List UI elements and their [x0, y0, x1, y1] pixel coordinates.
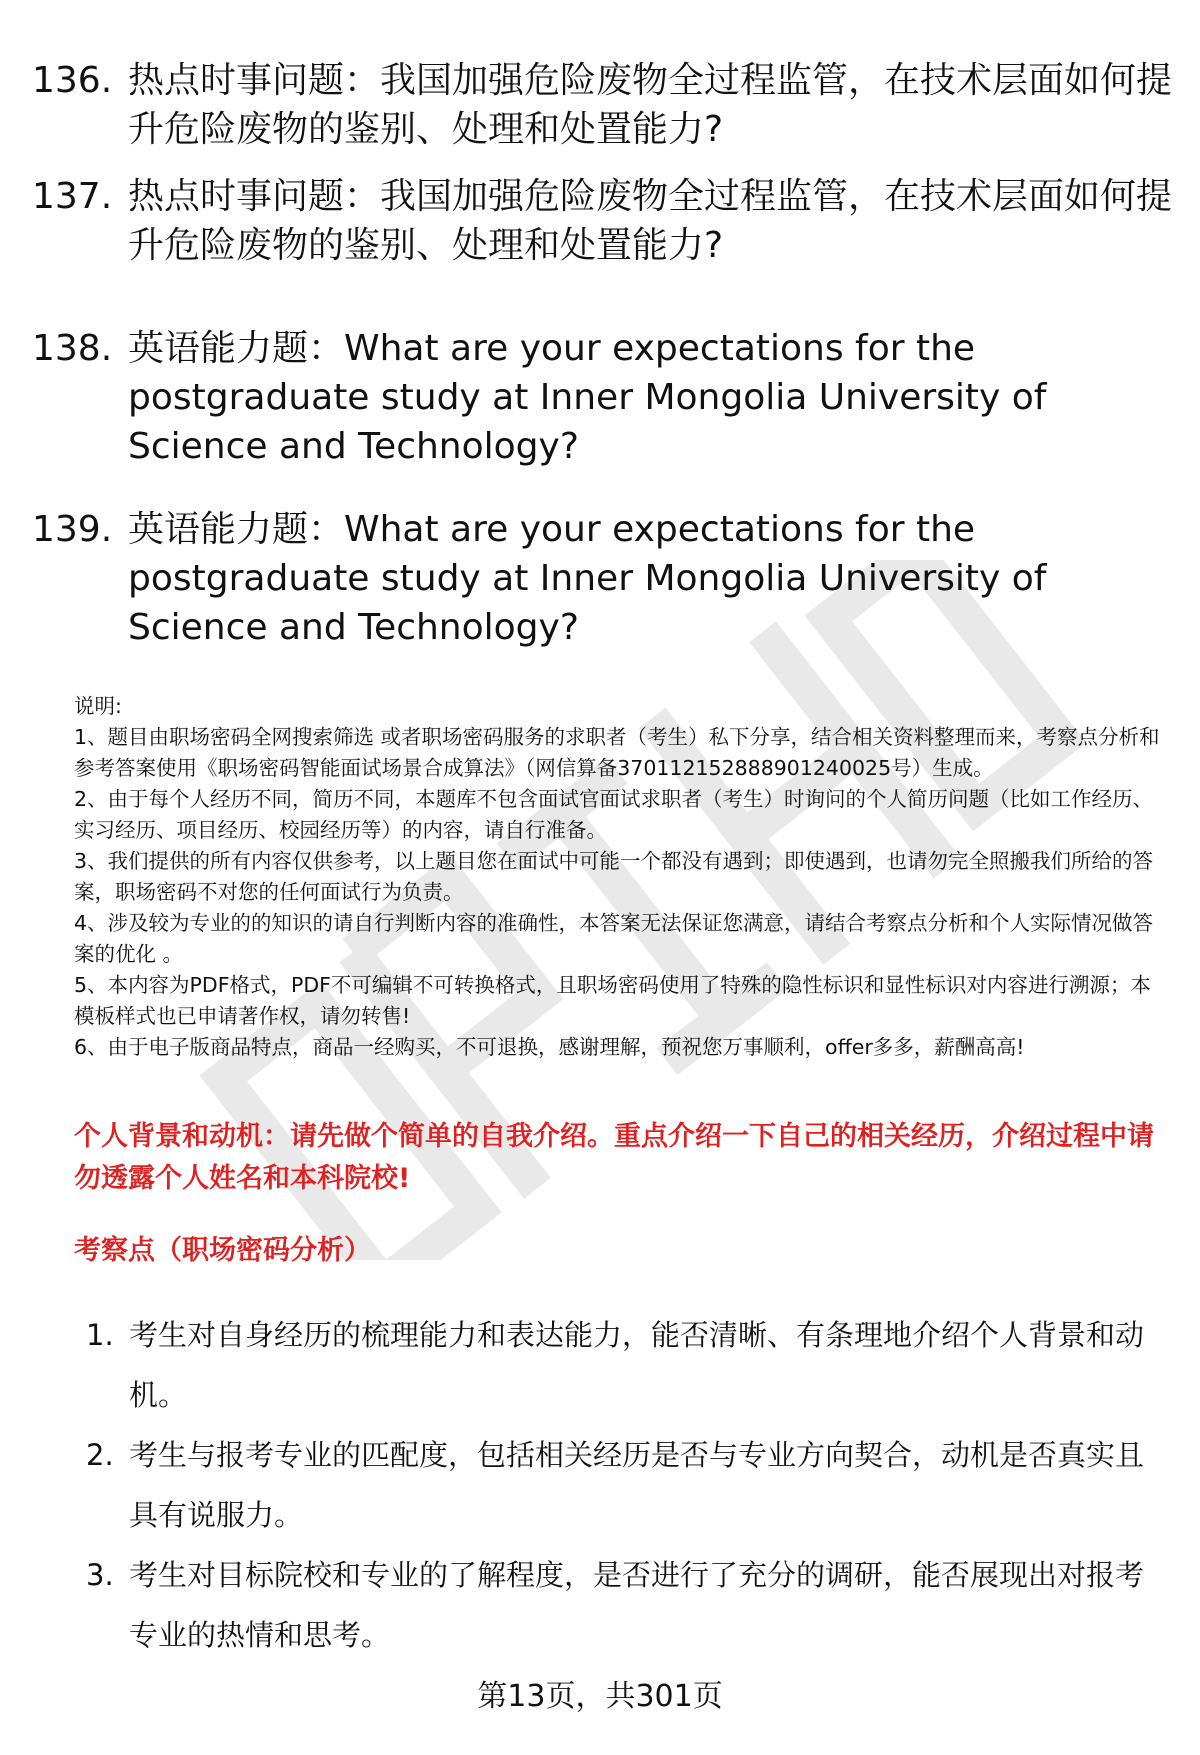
question-item	[32, 172, 1172, 270]
section-heading: 个人背景和动机：请先做个简单的自我介绍。重点介绍一下自己的相关经历，介绍过程中请勿透露个人姓名和本科院校!	[74, 1121, 1154, 1194]
question-item	[32, 505, 1172, 652]
point-number: 3.	[86, 1558, 114, 1592]
question-text: 热点时事问题：我国加强危险废物全过程监管，在技术层面如何提升危险废物的鉴别、处理和处置能力?	[128, 60, 1173, 150]
note-item: 1、题目由职场密码全网搜索筛选 或者职场密码服务的求职者（考生）私下分享，结合相关资料整理而来，考察点分析和参考答案使用《职场密码智能面试场景合成算法》（网信算备370112152888901240025号）生成。	[74, 725, 1160, 780]
question-number: 136.	[32, 60, 113, 101]
note-item: 3、我们提供的所有内容仅供参考，以上题目您在面试中可能一个都没有遇到；即使遇到，也请勿完全照搬我们所给的答案，职场密码不对您的任何面试行为负责。	[74, 849, 1154, 904]
point-text: 考生对目标院校和专业的了解程度，是否进行了充分的调研，能否展现出对报考专业的热情和思考。	[129, 1558, 1145, 1652]
question-text: 英语能力题：What are your expectations for the postgraduate study at Inner Mongolia University of Science and Technology?	[128, 328, 1047, 467]
question-item	[32, 324, 1172, 471]
point-text: 考生与报考专业的匹配度，包括相关经历是否与专业方向契合，动机是否真实且具有说服力。	[129, 1438, 1145, 1532]
note-item: 5、本内容为PDF格式，PDF不可编辑不可转换格式，且职场密码使用了特殊的隐性标识和显性标识对内容进行溯源；本模板样式也已申请著作权，请勿转售!	[74, 973, 1151, 1028]
question-number: 139.	[32, 509, 113, 550]
point-text: 考生对自身经历的梳理能力和表达能力，能否清晰、有条理地介绍个人背景和动机。	[129, 1318, 1145, 1412]
analysis-title: 考察点（职场密码分析）	[74, 1235, 371, 1266]
notes-title: 说明:	[74, 694, 122, 718]
question-text: 热点时事问题：我国加强危险废物全过程监管，在技术层面如何提升危险废物的鉴别、处理和处置能力?	[128, 176, 1173, 266]
question-number: 138.	[32, 328, 113, 369]
list-item	[74, 1305, 1164, 1425]
page-number: 第13页，共301页	[477, 1679, 723, 1714]
question-number: 137.	[32, 176, 113, 217]
note-item: 4、涉及较为专业的的知识的请自行判断内容的准确性，本答案无法保证您满意，请结合考察点分析和个人实际情况做答案的优化 。	[74, 911, 1154, 966]
question-text: 英语能力题：What are your expectations for the postgraduate study at Inner Mongolia University of Science and Technology?	[128, 509, 1047, 648]
note-item: 6、由于电子版商品特点，商品一经购买，不可退换，感谢理解，预祝您万事顺利，offer多多，薪酬高高!	[74, 1035, 1025, 1059]
notes-block	[74, 691, 1164, 1063]
list-item	[74, 1545, 1164, 1665]
list-item	[74, 1425, 1164, 1545]
point-number: 1.	[86, 1318, 114, 1352]
note-item: 2、由于每个人经历不同，简历不同，本题库不包含面试官面试求职者（考生）时询问的个人简历问题（比如工作经历、实习经历、项目经历、校园经历等）的内容，请自行准备。	[74, 787, 1154, 842]
point-number: 2.	[86, 1438, 114, 1472]
question-item	[32, 56, 1172, 154]
analysis-points	[74, 1305, 1164, 1665]
